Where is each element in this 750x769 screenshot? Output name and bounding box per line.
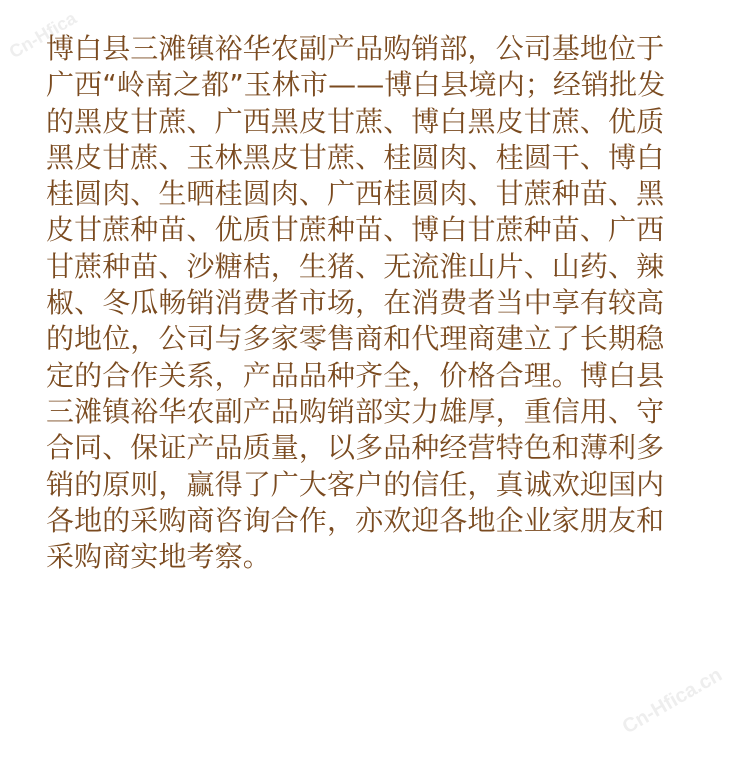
description-line-15: 采购商实地考察。 — [46, 540, 271, 574]
description-line-5: 桂圆肉、生晒桂圆肉、广西桂圆肉、甘蔗种苗、黑 — [46, 177, 665, 211]
description-line-1: 博白县三滩镇裕华农副产品购销部，公司基地位于 — [46, 32, 665, 65]
description-line-12: 合同、保证产品质量，以多品种经营特色和薄利多 — [46, 431, 665, 465]
description-line-6: 皮甘蔗种苗、优质甘蔗种苗、博白甘蔗种苗、广西 — [46, 213, 665, 247]
watermark-top-left: Cn-Hfica — [5, 7, 80, 63]
company-description — [46, 31, 726, 575]
description-line-4: 黑皮甘蔗、玉林黑皮甘蔗、桂圆肉、桂圆干、博白 — [46, 140, 665, 174]
description-line-11: 三滩镇裕华农副产品购销部实力雄厚，重信用、守 — [46, 394, 665, 428]
description-line-7: 甘蔗种苗、沙糖桔，生猪、无流淮山片、山药、辣 — [46, 249, 665, 283]
description-line-8: 椒、冬瓜畅销消费者市场，在消费者当中享有较高 — [46, 286, 665, 320]
description-line-13: 销的原则，赢得了广大客户的信任，真诚欢迎国内 — [46, 467, 665, 501]
description-line-3: 的黑皮甘蔗、广西黑皮甘蔗、博白黑皮甘蔗、优质 — [46, 104, 665, 138]
description-line-10: 定的合作关系，产品品种齐全，价格合理。博白县 — [46, 358, 665, 392]
description-line-14: 各地的采购商咨询合作，亦欢迎各地企业家朋友和 — [46, 503, 665, 537]
watermark-bottom-right: Cn-Hfica.cn — [618, 663, 726, 739]
description-line-2: 广西“岭南之都”玉林市——博白县境内；经销批发 — [46, 68, 666, 102]
description-line-9: 的地位，公司与多家零售商和代理商建立了长期稳 — [46, 322, 665, 356]
